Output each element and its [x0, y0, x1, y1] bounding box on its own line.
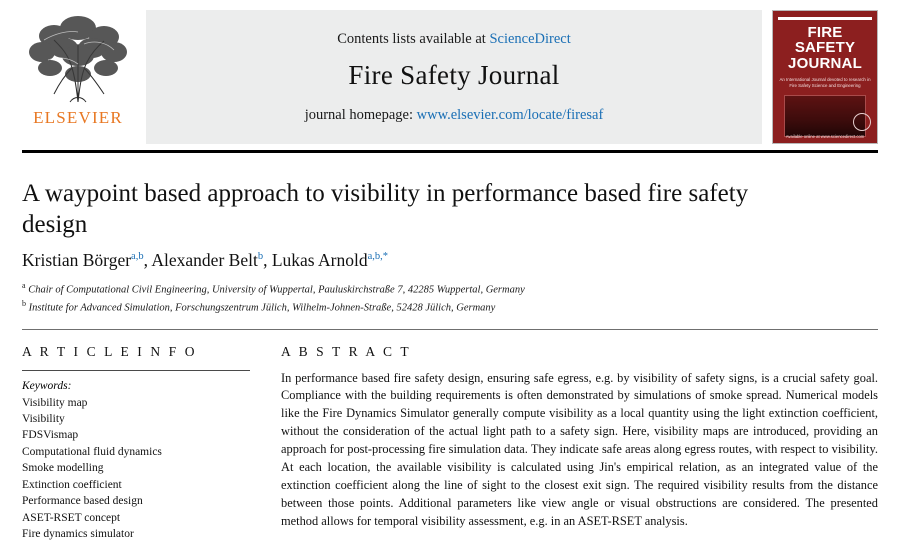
list-item: Computational fluid dynamics	[22, 445, 162, 458]
list-item: Smoke modelling	[22, 462, 104, 475]
author-affil-marks: a,b	[131, 251, 144, 263]
list-item: Visibility	[22, 412, 65, 425]
abstract-column	[267, 344, 878, 543]
affiliation-text: Institute for Advanced Simulation, Forschungszentrum Jülich, Wilhelm-Johnen-Straße, 52428 Jülich, Germany	[28, 302, 496, 314]
cover-title-line3: JOURNAL	[788, 55, 862, 73]
affiliation-mark: b	[22, 299, 26, 309]
list-item: ASET-RSET concept	[22, 511, 121, 524]
affiliation-text: Chair of Computational Civil Engineering, University of Wuppertal, Pauluskirchstraße 7, 42285 Wuppertal, Germany	[28, 284, 525, 296]
author-affil-marks: a,b,*	[367, 251, 388, 263]
abstract-text: In performance based fire safety design, ensuring safe egress, e.g. by visibility of safety signs, is a crucial safety goal. Compliance with the building requirements is often demonstrated by simulations of smoke spread. Numerical models like the Fire Dynamics Simulator generally compute visibility as a local quantity using the light extinction coefficient, without the consideration of the actual light path to a safety sign. Here, visibility maps are introduced, providing an approach for post-processing fire simulation data. They indicate safe areas along egress routes, with respect to visibility. At each location, the available visibility is calculated using Jin's empirical relation, as an integrated value of the extinction coefficient along the line of sight to the closest exit sign. The required visibility results from the distance between those points. Additional parameters like view angle or visual obstructions are considered. The presented method allows for temporal visibility assessment, e.g. in an ASET-RSET analysis.	[281, 370, 878, 529]
cover-rule	[778, 17, 872, 20]
elsevier-logo	[22, 6, 134, 148]
affiliation-line	[22, 298, 878, 316]
journal-title: Fire Safety Journal	[348, 59, 560, 90]
journal-banner	[146, 10, 762, 144]
journal-homepage-link[interactable]: www.elsevier.com/locate/firesaf	[416, 106, 604, 123]
cover-footer-text: Available online at www.sciencedirect.com	[785, 134, 865, 139]
cover-subtitle: An International Journal devoted to research in Fire Safety Science and Engineering	[779, 76, 871, 88]
article-info-column	[22, 344, 267, 543]
cover-title-line1: FIRE	[807, 23, 843, 41]
abstract-heading: A B S T R A C T	[281, 343, 412, 359]
keyword-list	[22, 395, 249, 543]
author-list	[22, 250, 878, 271]
info-abstract-columns	[0, 330, 900, 543]
author-name: Kristian Börger	[22, 250, 132, 270]
paper-title: A waypoint based approach to visibility in performance based fire safety design	[22, 180, 749, 238]
cover-badge-icon	[853, 113, 871, 131]
list-item: Visibility map	[22, 396, 88, 409]
journal-masthead	[0, 0, 900, 148]
sciencedirect-link[interactable]: ScienceDirect	[489, 30, 571, 47]
author-separator: ,	[143, 250, 152, 270]
elsevier-wordmark: ELSEVIER	[33, 108, 123, 127]
author-name: Alexander Belt	[151, 250, 258, 270]
affiliation-line	[22, 280, 878, 298]
affiliation-mark: a	[22, 281, 26, 290]
article-info-heading: A R T I C L E I N F O	[22, 343, 198, 359]
contents-prefix: Contents lists available at	[337, 30, 486, 47]
title-block	[0, 153, 900, 317]
homepage-line	[305, 107, 604, 124]
cover-title-line2: SAFETY	[794, 39, 856, 57]
author-name: Lukas Arnold	[271, 250, 368, 270]
elsevier-tree-icon	[24, 10, 132, 106]
journal-cover-thumbnail	[772, 10, 878, 144]
list-item: FDSVismap	[22, 429, 79, 442]
keywords-label: Keywords:	[22, 379, 72, 392]
article-info-rule	[22, 370, 250, 371]
list-item: Extinction coefficient	[22, 478, 122, 491]
list-item: Fire dynamics simulator	[22, 528, 134, 540]
author-separator: ,	[263, 250, 272, 270]
homepage-prefix: journal homepage:	[304, 106, 413, 123]
author-affil-marks: b	[257, 251, 264, 263]
list-item: Performance based design	[22, 495, 143, 508]
contents-line	[337, 31, 571, 48]
